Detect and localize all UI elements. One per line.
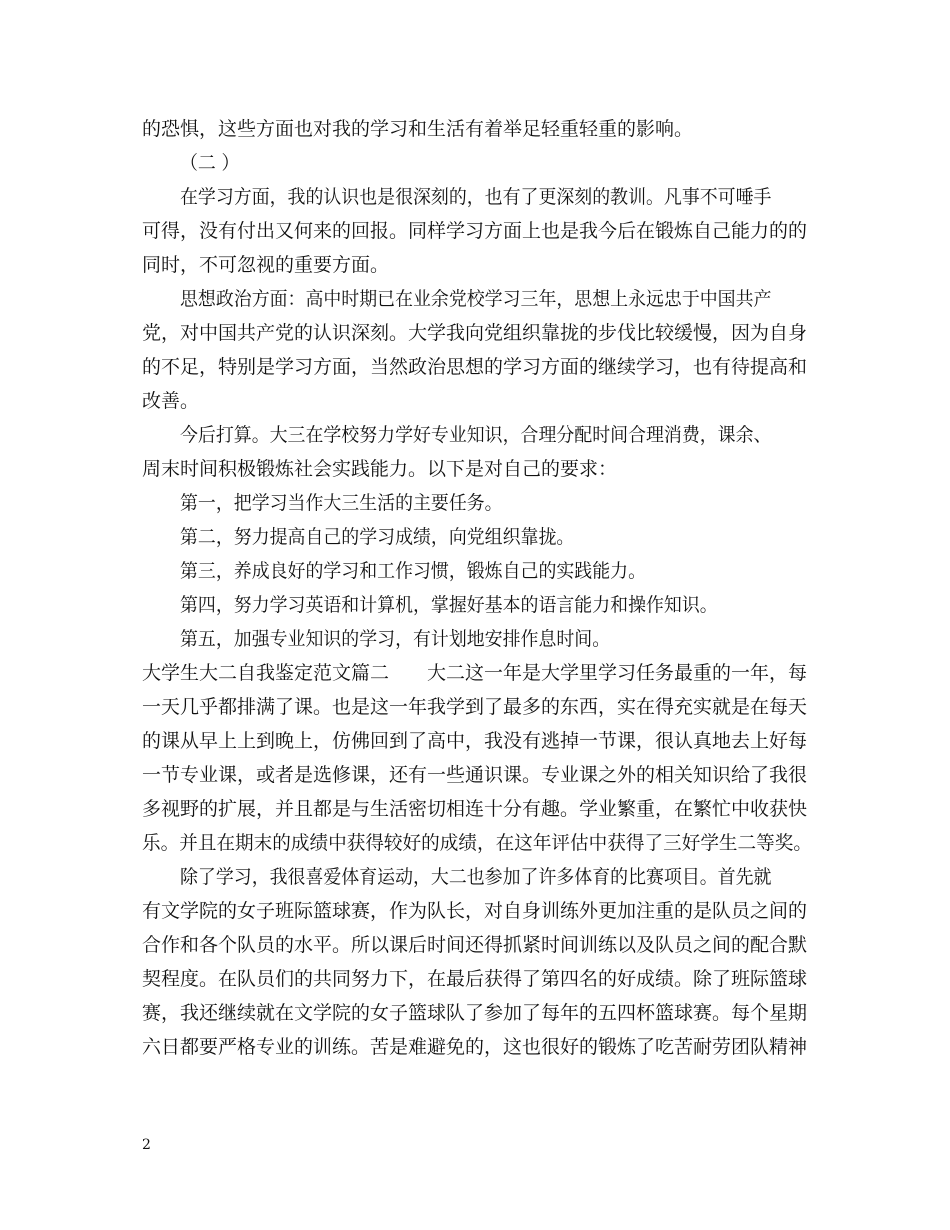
body-line-17: 大学生大二自我鉴定范文篇二 大二这一年是大学里学习任务最重的一年，每 bbox=[142, 662, 808, 684]
body-line-25: 合作和各个队员的水平。所以课后时间还得抓紧时间训练以及队员之间的配合默 bbox=[142, 934, 808, 956]
body-line-5: 同时，不可忽视的重要方面。 bbox=[142, 254, 390, 276]
body-line-6: 思想政治方面：高中时期已在业余党校学习三年，思想上永远忠于中国共产 bbox=[180, 288, 772, 310]
body-line-10: 今后打算。大三在学校努力学好专业知识，合理分配时间合理消费，课余、 bbox=[180, 424, 772, 446]
body-line-19: 的课从早上上到晚上，仿佛回到了高中，我没有逃掉一节课，很认真地去上好每 bbox=[142, 730, 808, 752]
body-line-11: 周末时间积极锻炼社会实践能力。以下是对自己的要求： bbox=[142, 458, 618, 480]
body-line-26: 契程度。在队员们的共同努力下，在最后获得了第四名的好成绩。除了班际篮球 bbox=[142, 968, 808, 990]
body-line-3: 在学习方面，我的认识也是很深刻的，也有了更深刻的教训。凡事不可唾手 bbox=[180, 186, 772, 208]
body-line-7: 党，对中国共产党的认识深刻。大学我向党组织靠拢的步伐比较缓慢，因为自身 bbox=[142, 322, 808, 344]
body-line-28: 六日都要严格专业的训练。苦是难避免的，这也很好的锻炼了吃苦耐劳团队精神 bbox=[142, 1036, 808, 1058]
list-item-1: 第一，把学习当作大三生活的主要任务。 bbox=[180, 492, 503, 514]
body-line-23: 除了学习，我很喜爱体育运动，大二也参加了许多体育的比赛项目。首先就 bbox=[180, 866, 772, 888]
body-line-1: 的恐惧，这些方面也对我的学习和生活有着举足轻重轻重的影响。 bbox=[142, 118, 694, 140]
body-line-9: 改善。 bbox=[142, 390, 200, 412]
list-item-2: 第二，努力提高自己的学习成绩，向党组织靠拢。 bbox=[180, 526, 575, 548]
body-line-21: 多视野的扩展，并且都是与生活密切相连十分有趣。学业繁重，在繁忙中收获快 bbox=[142, 798, 808, 820]
body-line-18: 一天几乎都排满了课。也是这一年我学到了最多的东西，实在得充实就是在每天 bbox=[142, 696, 808, 718]
body-line-8: 的不足，特别是学习方面，当然政治思想的学习方面的继续学习，也有待提高和 bbox=[142, 356, 808, 378]
body-line-4: 可得，没有付出又何来的回报。同样学习方面上也是我今后在锻炼自己能力的的 bbox=[142, 220, 808, 242]
section-heading-2: （二 ） bbox=[180, 152, 240, 174]
body-line-27: 赛，我还继续就在文学院的女子篮球队了参加了每年的五四杯篮球赛。每个星期 bbox=[142, 1002, 808, 1024]
body-line-24: 有文学院的女子班际篮球赛，作为队长，对自身训练外更加注重的是队员之间的 bbox=[142, 900, 808, 922]
list-item-5: 第五，加强专业知识的学习，有计划地安排作息时间。 bbox=[180, 628, 611, 650]
body-line-22: 乐。并且在期末的成绩中获得较好的成绩，在这年评估中获得了三好学生二等奖。 bbox=[142, 832, 812, 854]
page-number: 2 bbox=[142, 1137, 151, 1153]
list-item-4: 第四，努力学习英语和计算机，掌握好基本的语言能力和操作知识。 bbox=[180, 594, 718, 616]
body-line-20: 一节专业课，或者是选修课，还有一些通识课。专业课之外的相关知识给了我很 bbox=[142, 764, 808, 786]
list-item-3: 第三，养成良好的学习和工作习惯，锻炼自己的实践能力。 bbox=[180, 560, 647, 582]
